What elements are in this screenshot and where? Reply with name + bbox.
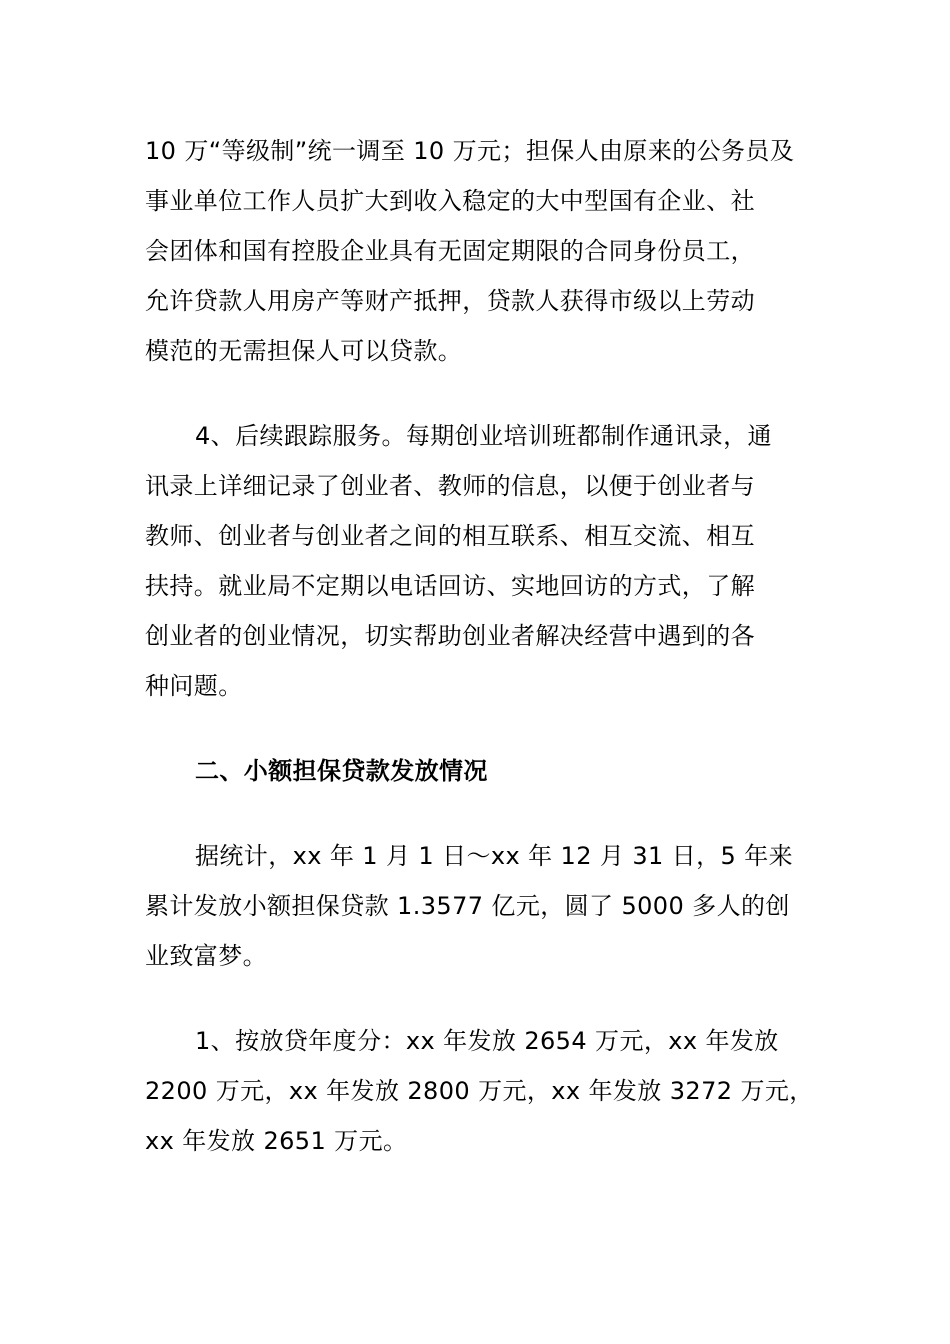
text-line: 据统计，xx 年 1 月 1 日～xx 年 12 月 31 日，5 年来	[195, 842, 794, 870]
text-line: 讯录上详细记录了创业者、教师的信息，以便于创业者与	[145, 472, 755, 500]
text-line: 2200 万元，xx 年发放 2800 万元，xx 年发放 3272 万元，	[145, 1077, 814, 1105]
text-line: 教师、创业者与创业者之间的相互联系、相互交流、相互	[145, 522, 755, 550]
text-line: 模范的无需担保人可以贷款。	[145, 337, 463, 365]
text-line: 业致富梦。	[145, 942, 267, 970]
text-line: 会团体和国有控股企业具有无固定期限的合同身份员工，	[145, 237, 755, 265]
text-line: 种问题。	[145, 672, 243, 700]
text-line: 事业单位工作人员扩大到收入稳定的大中型国有企业、社	[145, 187, 755, 215]
section-heading: 二、小额担保贷款发放情况	[195, 757, 488, 785]
text-line: 10 万“等级制”统一调至 10 万元；担保人由原来的公务员及	[145, 137, 795, 165]
text-line: 累计发放小额担保贷款 1.3577 亿元，圆了 5000 多人的创	[145, 892, 790, 920]
text-line: 1、按放贷年度分：xx 年发放 2654 万元，xx 年发放	[195, 1027, 779, 1055]
text-line: 扶持。就业局不定期以电话回访、实地回访的方式，了解	[145, 572, 755, 600]
text-line: 4、后续跟踪服务。每期创业培训班都制作通讯录，通	[195, 422, 772, 450]
text-line: xx 年发放 2651 万元。	[145, 1127, 408, 1155]
text-line: 创业者的创业情况，切实帮助创业者解决经营中遇到的各	[145, 622, 755, 650]
text-line: 允许贷款人用房产等财产抵押，贷款人获得市级以上劳动	[145, 287, 755, 315]
